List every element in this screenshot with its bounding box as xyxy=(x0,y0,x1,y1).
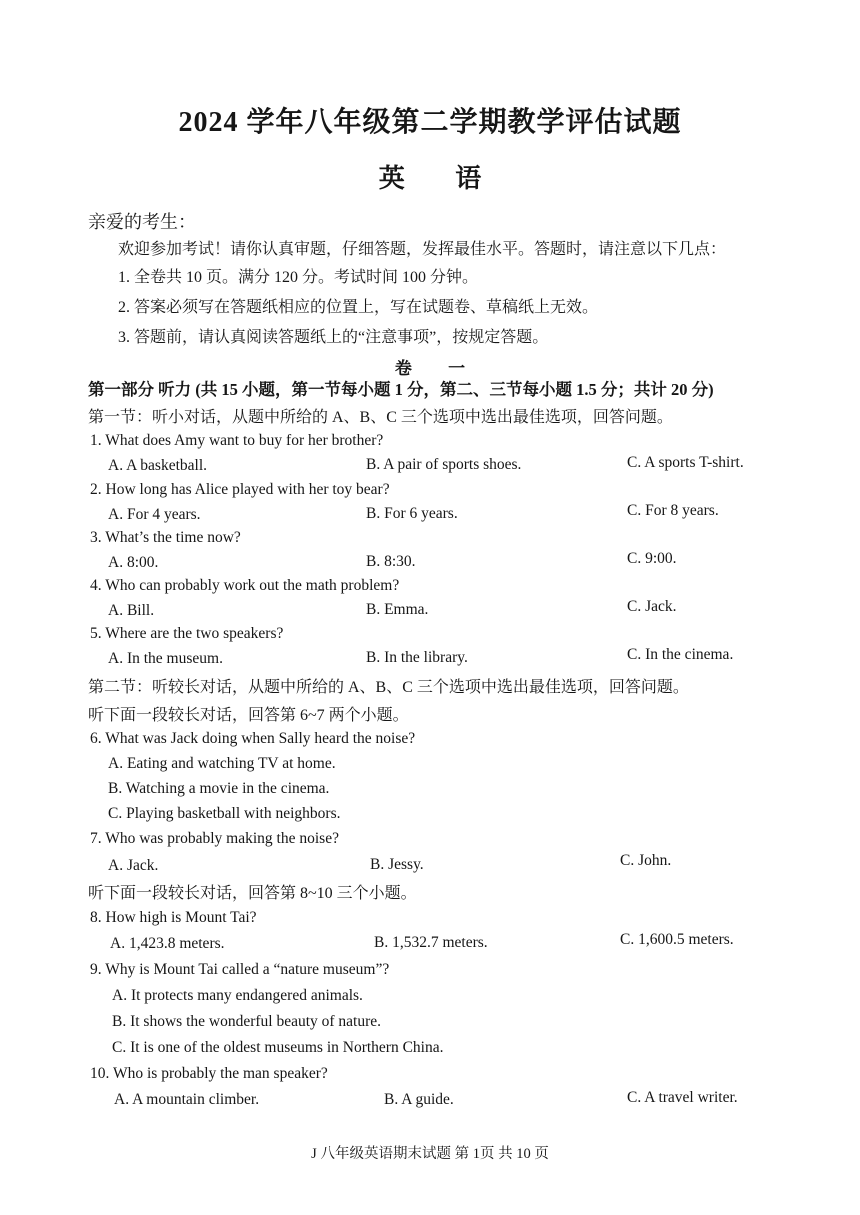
option-c: C. 9:00. xyxy=(627,550,677,567)
part-heading: 第一部分 听力 (共 15 小题，第一节每小题 1 分，第二、三节每小题 1.5 分；共计 20 分) xyxy=(88,380,714,399)
question-stem: 3. What’s the time now? xyxy=(90,529,241,546)
question-stem: 2. How long has Alice played with her toy bear? xyxy=(90,481,390,498)
option-b: B. Emma. xyxy=(366,601,429,618)
option-b: B. A pair of sports shoes. xyxy=(366,456,522,473)
question-stem: 5. Where are the two speakers? xyxy=(90,625,284,642)
option-b: B. 8:30. xyxy=(366,553,416,570)
option-a: A. A basketball. xyxy=(108,457,208,474)
exam-title: 2024 学年八年级第二学期教学评估试题 xyxy=(178,107,682,138)
section1-instructions: 第一节：听小对话，从题中所给的 A、B、C 三个选项中选出最佳选项，回答问题。 xyxy=(88,409,673,426)
option-c: C. For 8 years. xyxy=(627,502,719,519)
section2-instructions: 第二节：听较长对话，从题中所给的 A、B、C 三个选项中选出最佳选项，回答问题。 xyxy=(88,679,689,696)
option-c: C. 1,600.5 meters. xyxy=(620,931,734,948)
option-a: A. It protects many endangered animals. xyxy=(112,987,363,1004)
option-c: C. It is one of the oldest museums in Northern China. xyxy=(112,1039,444,1056)
option-c: C. John. xyxy=(620,852,672,869)
option-a: A. 1,423.8 meters. xyxy=(110,935,225,952)
option-c: C. Playing basketball with neighbors. xyxy=(108,805,341,822)
option-c: C. In the cinema. xyxy=(627,646,734,663)
option-b: B. It shows the wonderful beauty of nature. xyxy=(112,1013,382,1030)
dialog-instructions: 听下面一段较长对话，回答第 8~10 三个小题。 xyxy=(88,885,417,902)
notice-intro: 欢迎参加考试！请你认真审题，仔细答题，发挥最佳水平。答题时，请注意以下几点： xyxy=(118,241,727,258)
option-b: B. Watching a movie in the cinema. xyxy=(108,780,330,797)
question-stem: 9. Why is Mount Tai called a “nature museum”? xyxy=(90,961,390,978)
option-a: A. 8:00. xyxy=(108,554,159,571)
question-stem: 1. What does Amy want to buy for her brother? xyxy=(90,432,384,449)
option-a: A. For 4 years. xyxy=(108,506,201,523)
option-b: B. 1,532.7 meters. xyxy=(374,934,488,951)
option-c: C. A sports T-shirt. xyxy=(627,454,744,471)
page-footer: J 八年级英语期末试题 第 1页 共 10 页 xyxy=(311,1146,549,1162)
question-stem: 4. Who can probably work out the math problem? xyxy=(90,577,400,594)
option-b: B. For 6 years. xyxy=(366,505,458,522)
greeting: 亲爱的考生： xyxy=(88,212,196,232)
option-c: C. Jack. xyxy=(627,598,677,615)
notice-rule: 3. 答题前，请认真阅读答题纸上的“注意事项”，按规定答题。 xyxy=(118,329,549,346)
option-c: C. A travel writer. xyxy=(627,1089,738,1106)
option-a: A. Bill. xyxy=(108,602,155,619)
option-a: A. Eating and watching TV at home. xyxy=(108,755,336,772)
question-stem: 8. How high is Mount Tai? xyxy=(90,909,257,926)
notice-rule: 1. 全卷共 10 页。满分 120 分。考试时间 100 分钟。 xyxy=(118,269,479,286)
option-a: A. A mountain climber. xyxy=(114,1091,260,1108)
option-b: B. Jessy. xyxy=(370,856,424,873)
option-b: B. In the library. xyxy=(366,649,468,666)
option-b: B. A guide. xyxy=(384,1091,454,1108)
dialog-instructions: 听下面一段较长对话，回答第 6~7 两个小题。 xyxy=(88,707,409,724)
subject-title: 英 语 xyxy=(378,164,504,193)
question-stem: 6. What was Jack doing when Sally heard the noise? xyxy=(90,730,416,747)
question-stem: 10. Who is probably the man speaker? xyxy=(90,1065,328,1082)
option-a: A. In the museum. xyxy=(108,650,223,667)
notice-rule: 2. 答案必须写在答题纸相应的位置上，写在试题卷、草稿纸上无效。 xyxy=(118,299,599,316)
option-a: A. Jack. xyxy=(108,857,159,874)
volume-heading: 卷 一 xyxy=(394,359,482,378)
question-stem: 7. Who was probably making the noise? xyxy=(90,830,339,847)
